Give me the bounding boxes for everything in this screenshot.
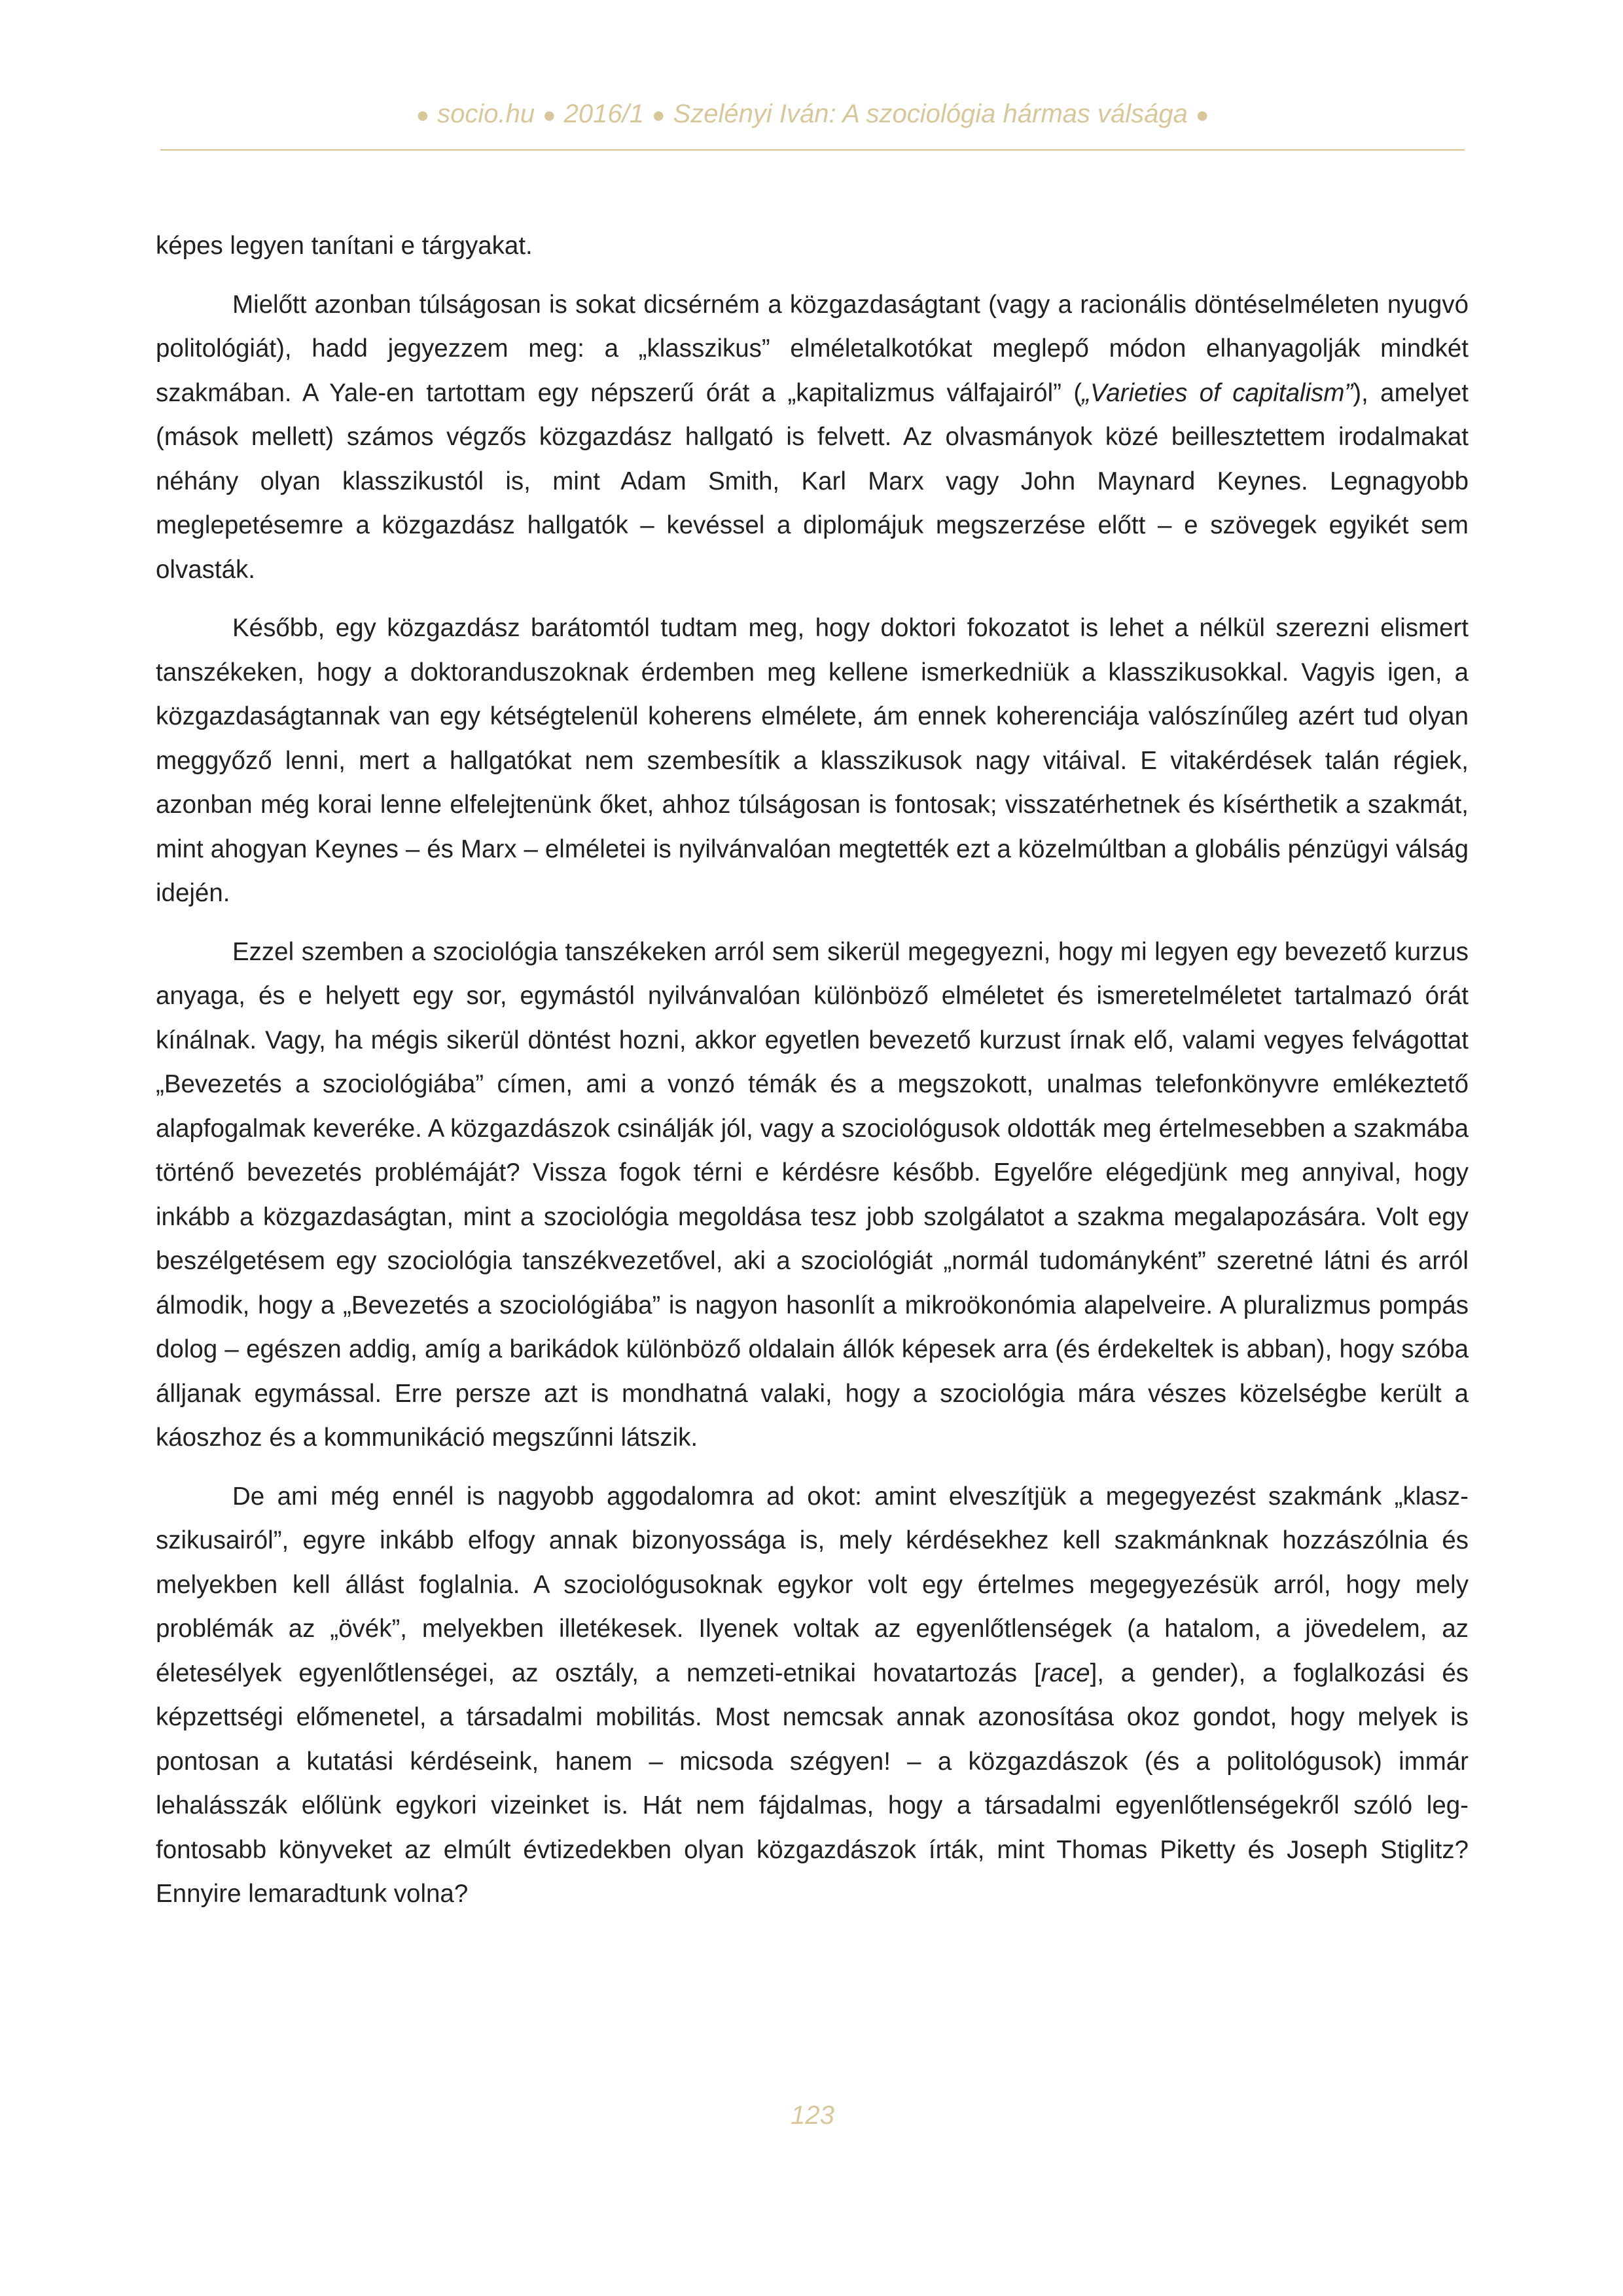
paragraph-text: De ami még ennél is nagyobb aggodalomra ad okot: amint elveszítjük a megegyezést szakmánk „klaszszikusairól”, egyre inkább elfogy annak bizonyossága is, mely kérdésekhez kell szakmánknak hozzászólnia és melyekben kell állást foglalnia. A szociológusoknak egykor volt egy értelmes megegyezésük arról, hogy mely problémák az „övék”, melyekben illetékesek. Ilyenek voltak az egyenlőtlenségek (a hatalom, a jövedelem, az életesélyek egyenlőtlenségei, az osztály, a nemzeti-etnikai hovatartozás [: [156, 1482, 1469, 1687]
italic-text: race: [1041, 1659, 1090, 1687]
paragraph: [156, 224, 1469, 268]
paragraph-text: Mielőtt azonban túlságosan is sokat dicsérném a közgazdaságtant (vagy a racionális döntéselméleten nyugvó politológiát), hadd jegyezzem meg: a „klasszikus” elméletalkotókat meglepő módon elhanyagolják mindkét szakmában. A Yale-en tartottam egy népszerű órát a „kapitalizmus válfajairól” (: [156, 290, 1469, 407]
paragraph-text: ], a gender), a foglalkozási és képzettségi előmenetel, a társadalmi mobilitás. Most nemcsak annak azonosítása okoz gondot, hogy melyek is pontosan a kutatási kérdéseink, hanem – micsoda szégyen! – a közgazdászok (és a politológusok) immár lehalásszák előlünk egykori vizeinket is. Hát nem fájdalmas, hogy a társadalmi egyenlőtlenségekről szóló legfontosabb könyveket az elmúlt évtizedekben olyan közgazdászok írták, mint Thomas Piketty és Joseph Stiglitz? Ennyire lemaradtunk volna?: [156, 1659, 1469, 1908]
paragraph: [156, 1475, 1469, 1916]
paragraph: [156, 930, 1469, 1460]
bullet-icon: ●: [652, 103, 666, 128]
paragraph: [156, 606, 1469, 916]
page-number: 123: [791, 2101, 834, 2130]
paragraph-text: ), amelyet (mások mellett) számos végzős közgazdász hallgató is felvett. Az olvasmányok közé beillesztettem irodalmakat néhány olyan klasszikustól is, mint Adam Smith, Karl Marx vagy John Maynard Keynes. Legnagyobb meglepetésemre a közgazdász hallgatók – kevéssel a diplomájuk megszerzése előtt – e szövegek egyikét sem olvasták.: [156, 378, 1469, 584]
journal-name: socio.hu: [437, 99, 535, 128]
header-divider: [160, 149, 1465, 151]
paragraph-text: képes legyen tanítani e tárgyakat.: [156, 232, 533, 260]
italic-text: „Varieties of capitalism”: [1082, 378, 1353, 407]
bullet-icon: ●: [1195, 103, 1209, 128]
bullet-icon: ●: [543, 103, 556, 128]
paragraph: [156, 283, 1469, 592]
paragraph-text: Ezzel szemben a szociológia tanszékeken arról sem sikerül megegyezni, hogy mi legyen egy bevezető kurzus anyaga, és e helyett egy sor, egymástól nyilvánvalóan különböző elméletet és ismeretelméletet tartalmazó órát kínálnak. Vagy, ha mégis sikerül döntést hozni, akkor egyetlen bevezető kurzust írnak elő, valami vegyes felvágottat „Bevezetés a szociológiába” címen, ami a vonzó témák és a megszokott, unalmas telefonkönyvre emlékeztető alapfogalmak keveréke. A közgazdászok csinálják jól, vagy a szociológusok oldották meg értelmesebben a szakmába történő bevezetés problémáját? Vissza fogok térni e kérdésre később. Egyelőre elégedjünk meg annyival, hogy inkább a közgazdaságtan, mint a szociológia megoldása tesz jobb szolgálatot a szakma megalapozására. Volt egy beszélgetésem egy szociológia tanszékvezetővel, aki a szociológiát „normál tudományként” szeretné látni és arról álmodik, hogy a „Bevezetés a szociológiába” is nagyon hasonlít a mikroökonómia alapelveire. A pluralizmus pompás dolog – egészen addig, amíg a barikádok különböző oldalain állók képesek arra (és érdekeltek is abban), hogy szóba álljanak egymással. Erre persze azt is mondhatná valaki, hogy a szociológia mára vészes közelségbe került a káoszhoz és a kommunikáció megszűnni látszik.: [156, 937, 1469, 1452]
paragraph-text: Később, egy közgazdász barátomtól tudtam meg, hogy doktori fokozatot is lehet a nélkül szerezni elismert tanszékeken, hogy a doktoranduszoknak érdemben meg kellene ismerkedniük a klasszikusokkal. Vagyis igen, a közgazdaságtannak van egy kétségtelenül koherens elmélete, ám ennek koherenciája valószínűleg azért tud olyan meggyőző lenni, mert a hallgatókat nem szembesítik a klasszikusok nagy vitáival. E vitakérdések talán régiek, azonban még korai lenne elfelejtenünk őket, ahhoz túlságosan is fontosak; visszatérhetnek és kísérthetik a szakmát, mint ahogyan Keynes – és Marx – elméletei is nyilvánvalóan megtették ezt a közelmúltban a globális pénzügyi válság idején.: [156, 614, 1469, 907]
running-header: [160, 98, 1465, 131]
article-title: Szelényi Iván: A szociológia hármas válsága: [673, 99, 1188, 128]
journal-issue: 2016/1: [563, 99, 644, 128]
bullet-icon: ●: [416, 103, 430, 128]
article-body: [156, 224, 1469, 1931]
